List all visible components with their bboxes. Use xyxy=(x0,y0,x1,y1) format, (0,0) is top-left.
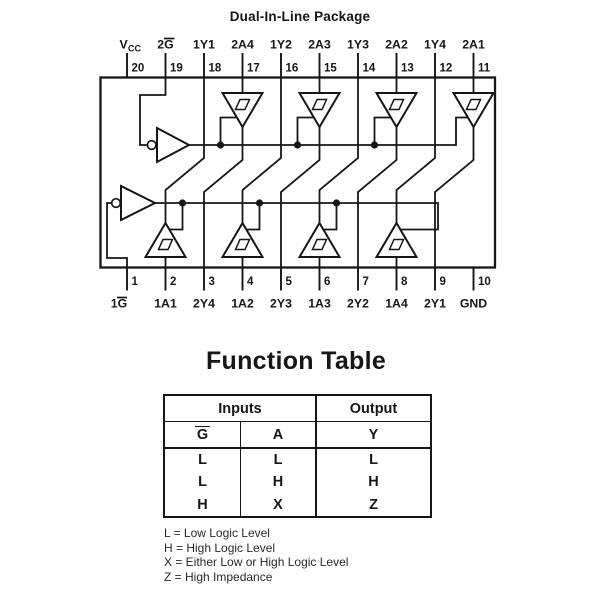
pin-label: 1A3 xyxy=(308,296,331,311)
pin-label-vcc-main: V xyxy=(119,37,128,52)
legend-line: L = Low Logic Level xyxy=(164,526,270,540)
pin-label: 1A2 xyxy=(231,296,254,311)
junction-dot xyxy=(256,199,263,206)
ft-header-output: Output xyxy=(349,400,398,417)
ft-cell: H xyxy=(368,474,379,491)
ft-sub-y: Y xyxy=(368,426,379,443)
junction-dot xyxy=(179,199,186,206)
ft-sub-g xyxy=(165,422,241,447)
ft-header-inputs: Inputs xyxy=(165,396,317,421)
pin-number: 3 xyxy=(208,276,215,288)
function-table-title: Function Table xyxy=(205,347,387,375)
pin-number: 6 xyxy=(324,276,331,288)
pin-number: 15 xyxy=(324,62,337,75)
ft-cell: L xyxy=(369,452,378,469)
ft-cell: H xyxy=(241,471,317,493)
pin-label: GND xyxy=(459,296,488,311)
inverter-bubble xyxy=(112,199,121,208)
pin-number: 5 xyxy=(285,276,292,288)
pin-number: 2 xyxy=(170,276,177,288)
pin-label: 2G xyxy=(157,37,174,52)
junction-dot xyxy=(371,141,378,148)
pin-label: 2A3 xyxy=(308,37,331,52)
bottom-pin-stubs xyxy=(127,268,474,291)
bottom-pin-labels xyxy=(111,297,487,311)
pin-label: 1Y2 xyxy=(270,37,292,52)
ft-cell: Z xyxy=(369,496,378,513)
table-legend xyxy=(164,526,348,584)
pin-label: 1Y1 xyxy=(193,37,215,52)
package-title: Dual-In-Line Package xyxy=(229,9,371,24)
function-table xyxy=(163,394,432,518)
pin-label-vcc-sub: CC xyxy=(128,43,141,54)
pin-number: 18 xyxy=(208,62,222,75)
pin-label: 2Y1 xyxy=(424,296,446,311)
pin-number: 1 xyxy=(131,276,138,288)
junction-dot xyxy=(217,141,224,148)
ft-cell: X xyxy=(241,494,317,516)
top-pin-numbers xyxy=(132,63,491,75)
bottom-pin-numbers xyxy=(132,276,491,288)
pin-number: 20 xyxy=(131,62,145,75)
pin-number: 12 xyxy=(439,62,453,75)
pin-label: 2A2 xyxy=(385,37,408,52)
pin-label: 2A1 xyxy=(462,37,485,52)
ft-sub-a: A xyxy=(241,422,317,447)
pin-number: 10 xyxy=(478,276,491,288)
pin-label: 2A4 xyxy=(231,37,254,52)
pin-label: 1A4 xyxy=(385,296,408,311)
pin-number: 8 xyxy=(401,276,408,288)
pin-number: 11 xyxy=(478,62,491,75)
g-overline-label: G xyxy=(196,427,209,444)
ft-cell: H xyxy=(165,494,241,516)
ft-data-row xyxy=(165,449,430,471)
ft-subheader-row xyxy=(165,422,430,449)
junction-dot xyxy=(333,199,340,206)
legend-line: Z = High Impedance xyxy=(164,569,273,584)
pin-label: 1Y4 xyxy=(424,37,446,52)
pin-label: 2Y3 xyxy=(270,296,292,311)
pin-number: 13 xyxy=(401,62,414,75)
ft-header-row xyxy=(165,396,430,422)
pin-label: 2Y4 xyxy=(193,296,215,311)
ft-cell: L xyxy=(241,449,317,471)
pin-label: 1Y3 xyxy=(347,37,369,52)
pin-number: 19 xyxy=(170,62,183,75)
pin-number: 14 xyxy=(362,62,376,75)
junction-dot xyxy=(294,141,301,148)
inverter-bubble xyxy=(147,141,156,150)
pin-label: 1G xyxy=(110,296,128,311)
top-pin-labels xyxy=(120,38,485,54)
legend-line: X = Either Low or High Logic Level xyxy=(164,555,349,570)
pin-number: 9 xyxy=(439,276,446,288)
legend-line: H = High Logic Level xyxy=(164,540,276,555)
pin-number: 16 xyxy=(285,62,299,75)
ft-cell: L xyxy=(165,449,241,471)
ft-data-row xyxy=(165,494,430,516)
pin-number: 4 xyxy=(247,276,254,288)
pin-label: 1A1 xyxy=(154,296,177,311)
pin-number: 17 xyxy=(247,62,260,75)
ft-cell: L xyxy=(165,471,241,493)
pin-number: 7 xyxy=(362,276,369,288)
pin-label: 2Y2 xyxy=(347,296,369,311)
ft-data-row xyxy=(165,471,430,493)
